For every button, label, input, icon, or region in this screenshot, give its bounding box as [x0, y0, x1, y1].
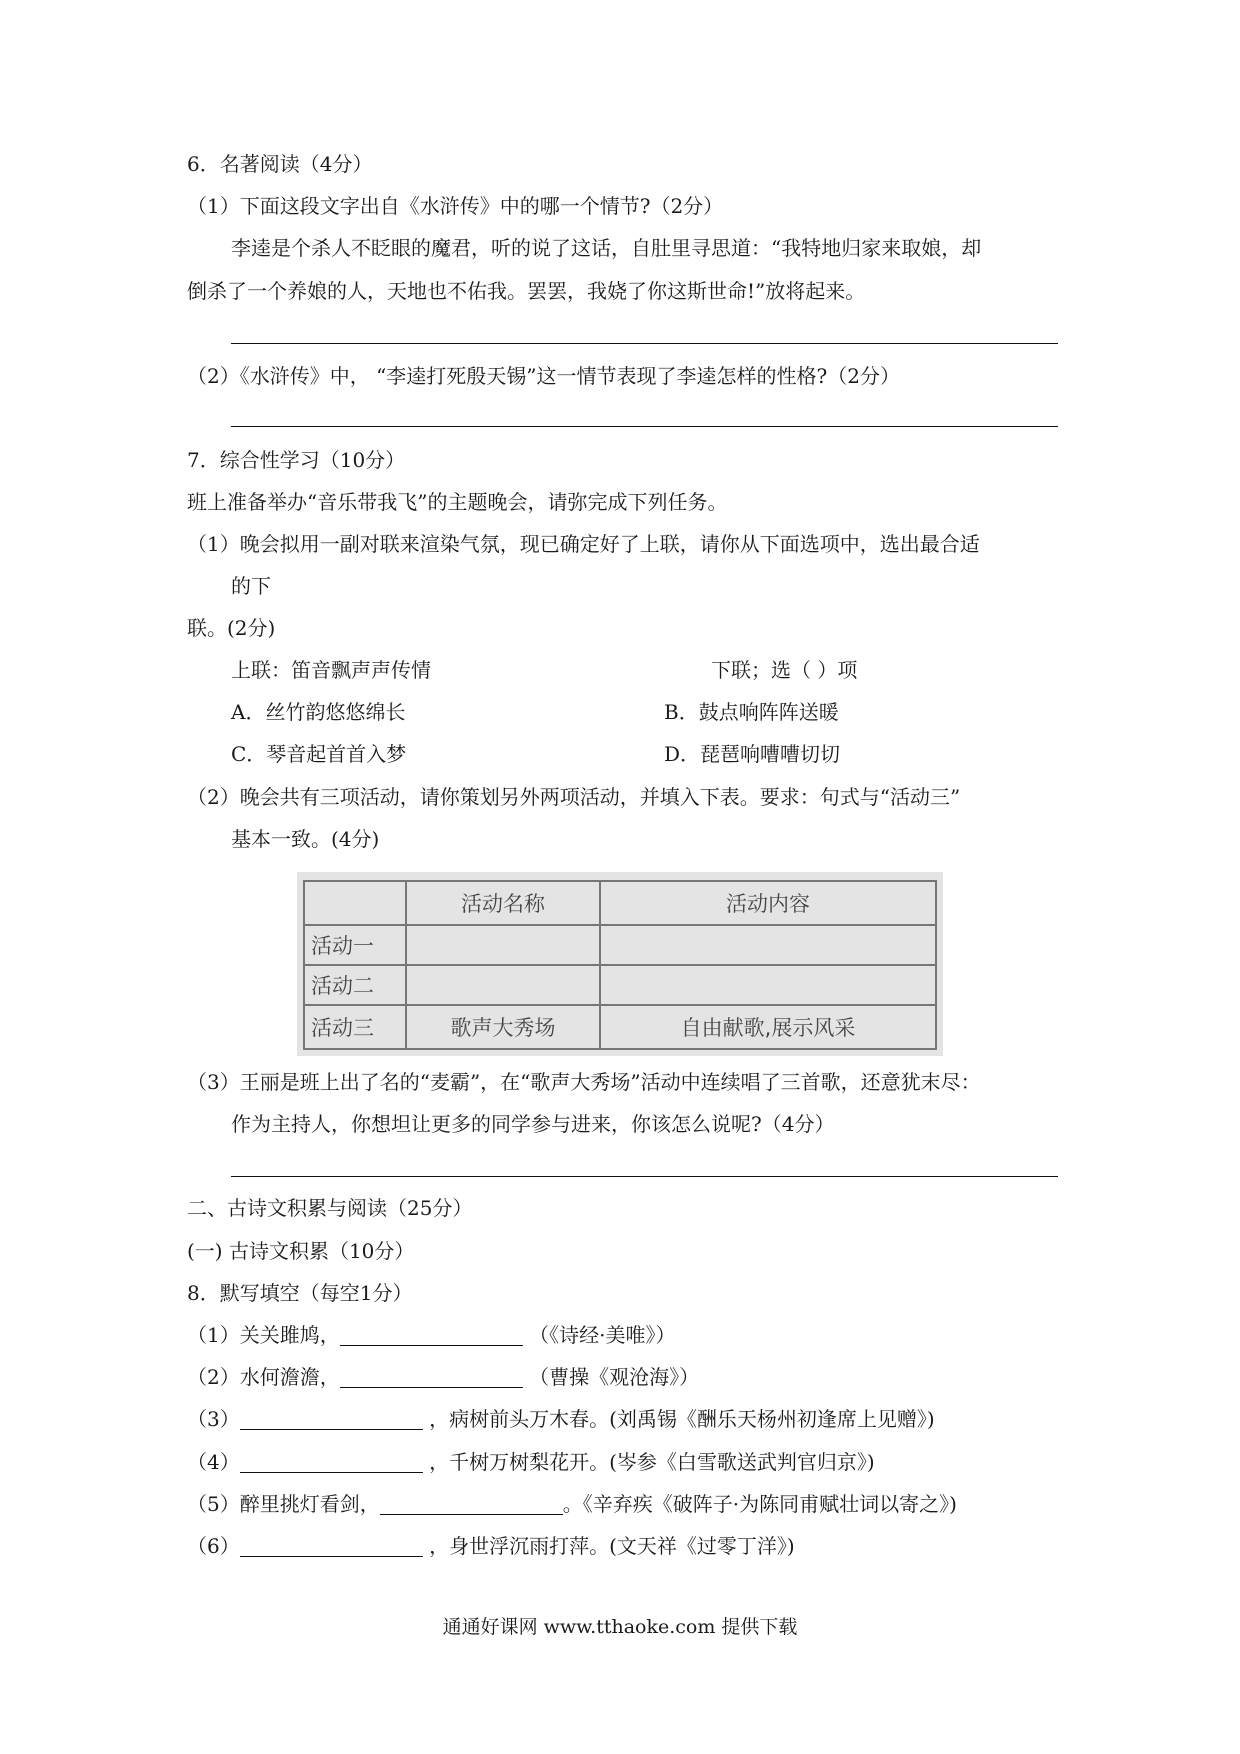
q8-title: 8．默写填空（每空1分） — [187, 1281, 413, 1305]
answer-line-q6-1[interactable] — [231, 343, 1058, 344]
table-cell: 活动三 — [304, 1005, 406, 1049]
table-cell: 活动一 — [304, 925, 406, 965]
fill-blank[interactable] — [240, 1409, 423, 1430]
fill-blank[interactable] — [240, 1536, 423, 1557]
fill-item-suffix: （曹操《观沧海》） — [529, 1365, 700, 1389]
table-header-cell: 活动名称 — [406, 881, 600, 925]
fill-item — [187, 1492, 957, 1516]
fill-item — [187, 1323, 675, 1347]
activity-table-image — [297, 872, 943, 1056]
answer-line-q7-3[interactable] — [231, 1176, 1058, 1177]
q7-sub1-line2: 的下 — [231, 574, 271, 598]
answer-line-q6-2[interactable] — [231, 426, 1058, 427]
fill-item-suffix: ，病树前头万木春。(刘禹锡《酬乐天杨州初逢席上见赠》) — [429, 1407, 935, 1431]
fill-item — [187, 1450, 875, 1474]
section2-title: 二、古诗文积累与阅读（25分） — [187, 1196, 473, 1220]
q7-sub1-line1: （1）晚会拟用一副对联来渲染气氛，现已确定好了上联，请你从下面选项中，选出最合适 — [187, 532, 980, 556]
table-cell: 活动二 — [304, 965, 406, 1005]
activity-table — [303, 880, 937, 1050]
q7-title: 7．综合性学习（10分） — [187, 448, 406, 472]
table-row — [304, 965, 936, 1005]
fill-item — [187, 1534, 795, 1558]
q7-sub3-line2: 作为主持人，你想坦让更多的同学参与进来，你该怎么说呢?（4分） — [231, 1112, 835, 1136]
q6-passage-line2: 倒杀了一个养娘的人，天地也不佑我。罢罢，我娆了你这斯世命!”放将起来。 — [187, 279, 866, 303]
option-c: C．琴音起首首入梦 — [231, 742, 407, 766]
q7-sub3-line1: （3）王丽是班上出了名的“麦霸”，在“歌声大秀场”活动中连续唱了三首歌，还意犹末尽： — [187, 1070, 981, 1094]
table-cell: 歌声大秀场 — [406, 1005, 600, 1049]
page-footer: 通通好课网 www.tthaoke.com 提供下载 — [442, 1616, 798, 1638]
q6-sub1: （1）下面这段文字出自《水浒传》中的哪一个情节?（2分） — [187, 194, 724, 218]
q7-sub2-line2: 基本一致。(4分) — [231, 827, 380, 851]
fill-item-prefix: （5）醉里挑灯看剑， — [187, 1492, 380, 1516]
fill-item-prefix: （1）关关雎鸠， — [187, 1323, 340, 1347]
table-row — [304, 1005, 936, 1049]
fill-item — [187, 1365, 699, 1389]
table-cell-input[interactable] — [406, 925, 600, 965]
q7-intro: 班上准备举办“音乐带我飞”的主题晚会，请弥完成下列任务。 — [187, 490, 728, 514]
fill-item-suffix: 。《辛弃疾《破阵子·为陈同甫赋壮词以寄之》) — [562, 1492, 957, 1516]
couplet-upper: 上联：笛音飘声声传情 — [231, 658, 431, 682]
fill-item-prefix: （2）水何澹澹， — [187, 1365, 340, 1389]
fill-blank[interactable] — [340, 1367, 523, 1388]
couplet-lower-choice[interactable]: 下联；选（ ）项 — [711, 658, 858, 682]
table-header-cell: 活动内容 — [600, 881, 936, 925]
table-row — [304, 925, 936, 965]
q6-title: 6．名著阅读（4分） — [187, 152, 373, 176]
q6-passage-line1: 李逵是个杀人不眨眼的魔君，听的说了这话，自肚里寻思道：“我特地归家来取娘，却 — [231, 236, 982, 260]
table-cell-input[interactable] — [406, 965, 600, 1005]
q7-sub2-line1: （2）晚会共有三项活动，请你策划另外两项活动，并填入下表。要求：句式与“活动三” — [187, 785, 961, 809]
section2-part1: (一) 古诗文积累（10分） — [187, 1239, 415, 1263]
fill-blank[interactable] — [380, 1494, 563, 1515]
q6-sub2: （2）《水浒传》中， “李逵打死殷天锡”这一情节表现了李逵怎样的性格?（2分） — [187, 364, 900, 388]
fill-blank[interactable] — [240, 1452, 423, 1473]
fill-item-suffix: ，身世浮沉雨打萍。(文天祥《过零丁洋》) — [429, 1534, 795, 1558]
option-d: D．琵琶响嘈嘈切切 — [664, 742, 841, 766]
table-cell-input[interactable] — [600, 965, 936, 1005]
table-header-cell — [304, 881, 406, 925]
fill-item-prefix: （4） — [187, 1450, 240, 1474]
fill-item — [187, 1407, 935, 1431]
fill-item-suffix: ，千树万树梨花开。(岑参《白雪歌送武判官归京》) — [429, 1450, 875, 1474]
option-a: A．丝竹韵悠悠绵长 — [231, 700, 406, 724]
q7-sub1-line3: 联。(2分) — [187, 616, 276, 640]
table-cell: 自由献歌,展示风采 — [600, 1005, 936, 1049]
fill-item-suffix: （《诗经·美唯》） — [529, 1323, 676, 1347]
fill-item-prefix: （6） — [187, 1534, 240, 1558]
fill-item-prefix: （3） — [187, 1407, 240, 1431]
fill-blank[interactable] — [340, 1325, 523, 1346]
table-cell-input[interactable] — [600, 925, 936, 965]
option-b: B．鼓点响阵阵送暖 — [664, 700, 839, 724]
